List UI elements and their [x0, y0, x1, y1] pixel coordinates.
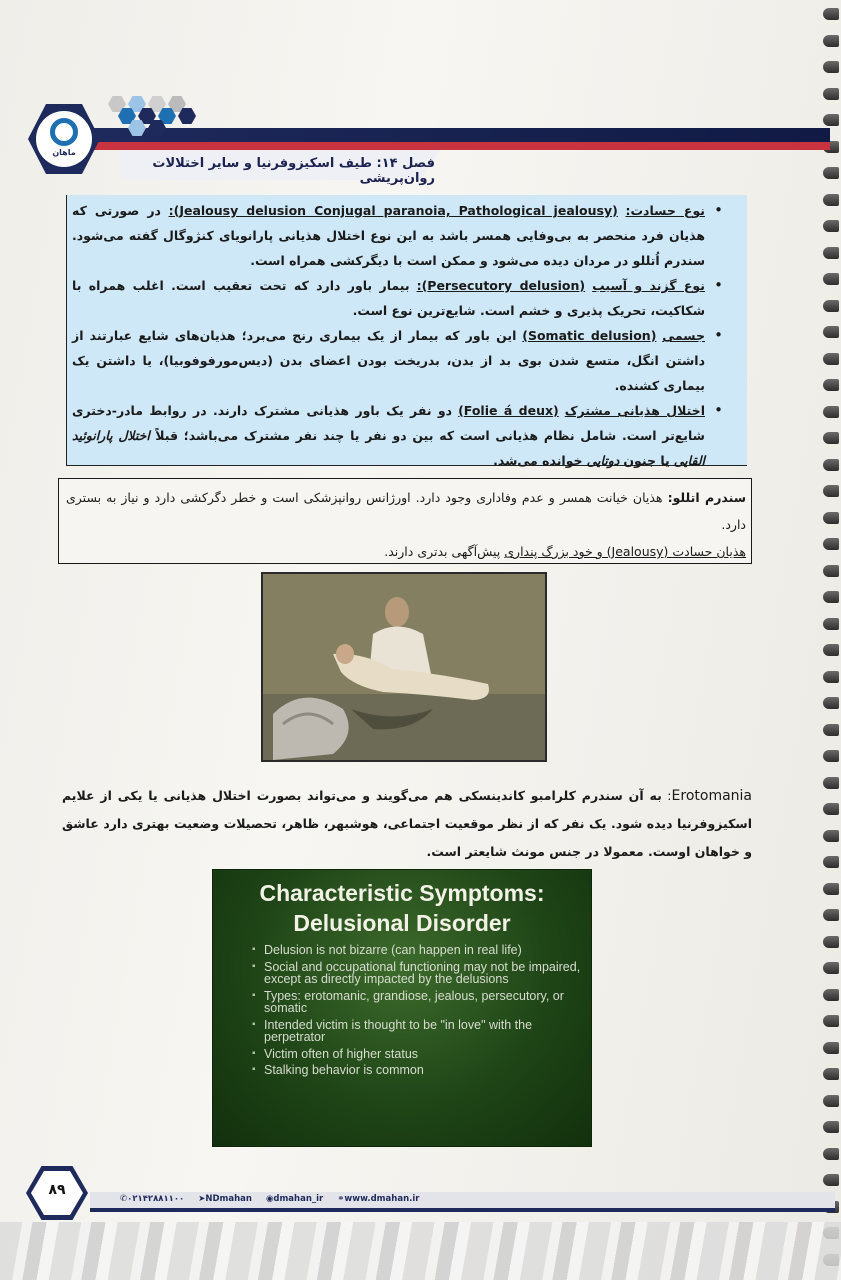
bullet-term: نوع حسادت:	[625, 203, 705, 218]
bullet-english: (Persecutory delusion):	[416, 278, 586, 293]
website-url: www.dmahan.ir	[344, 1194, 420, 1204]
slide-bullet: ▪ Types: erotomanic, grandiose, jealous, persecutory, or somatic	[252, 990, 582, 1015]
telegram-handle: NDmahan	[205, 1194, 252, 1204]
phone-number: ۰۲۱۴۲۸۸۱۱۰۰	[127, 1194, 185, 1204]
binding-ring	[823, 909, 839, 921]
binding-ring	[823, 326, 839, 338]
bullet-term: نوع گزند و آسیب	[592, 278, 705, 293]
slide-title	[212, 878, 592, 938]
binding-ring	[823, 273, 839, 285]
binding-ring	[823, 618, 839, 630]
binding-ring	[823, 247, 839, 259]
slide-bullet: ▪ Delusion is not bizarre (can happen in real life)	[252, 944, 582, 957]
phone-icon: ✆	[120, 1194, 128, 1204]
binding-ring	[823, 777, 839, 789]
logo-text: ماهان	[52, 148, 76, 157]
slide-bullet: ▪ Intended victim is thought to be "in love" with the perpetrator	[252, 1019, 582, 1044]
binding-ring	[823, 936, 839, 948]
binding-ring	[823, 671, 839, 683]
binding-ring	[823, 644, 839, 656]
othello-label: سندرم اتللو:	[667, 490, 747, 505]
list-item	[72, 398, 727, 473]
delusion-types-list	[72, 198, 727, 473]
instagram-icon: ◉	[265, 1194, 274, 1204]
telegram-icon: ➤	[198, 1194, 206, 1204]
bottom-decor-strip	[0, 1222, 841, 1280]
bullet-term: اختلال هذیانی مشترک	[564, 403, 705, 418]
bullet-text-italic: اختلال پارانوئید القایی	[72, 428, 705, 468]
bullet-text: یا جنون	[623, 453, 670, 468]
erotomania-text: به آن سندرم کلرامبو کاندینسکی هم می‌گویند و می‌تواند بصورت اختلال هذیانی یا یکی از علایم اسکیزوفرنیا دیده شود. یک نفر که از نظر موقعیت اجتماعی، هوشبهر، ظاهر، تحصیلات وضعیت بهتری دارد عاشق و خواهان اوست. معمولا در جنس مونث شایعتر است.	[62, 788, 752, 859]
binding-ring	[823, 61, 839, 73]
chapter-title: فصل ۱۴: طیف اسکیزوفرنیا و سایر اختلالات روان‌پریشی	[152, 156, 435, 186]
othello-description: هذیان خیانت همسر و عدم وفاداری وجود دارد. اورژانس روانپزشکی است و خطر دگرکشی دارد و نیاز به بستری دارد.	[66, 490, 746, 532]
instagram-contact	[266, 1194, 323, 1204]
binding-ring	[823, 803, 839, 815]
binding-ring	[823, 194, 839, 206]
painting-illustration	[263, 574, 545, 760]
binding-ring	[823, 353, 839, 365]
binding-ring	[823, 750, 839, 762]
binding-ring	[823, 167, 839, 179]
slide-bullet-list	[252, 944, 582, 1081]
instagram-handle: dmahan_ir	[273, 1194, 324, 1204]
bullet-text: خوانده می‌شد.	[493, 453, 583, 468]
binding-ring	[823, 459, 839, 471]
bullet-text: دو نفر یک باور هذیانی مشترک دارند. در روابط مادر-دختری شایع‌تر است. شامل نظام هذیانی است که بین دو نفر یا چند نفر مشترک می‌باشد؛ قبلاً	[72, 403, 705, 443]
binding-ring	[823, 538, 839, 550]
bullet-english: (Jealousy delusion Conjugal paranoia, Pathological jealousy):	[168, 203, 618, 218]
binding-ring	[823, 856, 839, 868]
bullet-text: در صورتی که هذیان فرد منحصر به بی‌وفایی همسر باشد به این نوع اختلال هذیانی پارانویای کنژوگال گفته می‌شود. سندرم اُتللو در مردان دیده می‌شود و ممکن است با دیگرکشی همراه است.	[72, 203, 705, 268]
binding-ring	[823, 432, 839, 444]
telegram-contact	[198, 1194, 252, 1204]
binding-ring	[823, 989, 839, 1001]
website-contact	[337, 1194, 419, 1204]
binding-ring	[823, 300, 839, 312]
list-item	[72, 323, 727, 398]
list-item	[72, 198, 727, 273]
binding-ring	[823, 591, 839, 603]
slide-bullet: ▪ Stalking behavior is common	[252, 1064, 582, 1077]
binding-ring	[823, 1174, 839, 1186]
painting-image	[261, 572, 547, 762]
slide-bullet: ▪ Social and occupational functioning may not be impaired, except as directly impacted by the delusions	[252, 961, 582, 986]
binding-ring	[823, 512, 839, 524]
binding-ring	[823, 88, 839, 100]
phone-contact	[120, 1194, 184, 1204]
binding-ring	[823, 565, 839, 577]
binding-ring	[823, 8, 839, 20]
binding-ring	[823, 220, 839, 232]
slide-title-line1: Characteristic Symptoms:	[259, 880, 545, 906]
slide-title-line2: Delusional Disorder	[293, 910, 511, 936]
binding-ring	[823, 1121, 839, 1133]
binding-ring	[823, 962, 839, 974]
bullet-english: (Somatic delusion)	[522, 328, 657, 343]
binding-ring	[823, 1042, 839, 1054]
binding-ring	[823, 1148, 839, 1160]
header-band	[90, 128, 830, 142]
othello-underlined: هذیان حسادت (Jealousy) و خود بزرگ پنداری	[504, 544, 746, 559]
othello-line2: پیش‌آگهی بدتری دارند.	[384, 544, 501, 559]
bullet-term: جسمی	[662, 328, 705, 343]
binding-ring	[823, 724, 839, 736]
globe-icon: ⚭	[337, 1194, 345, 1204]
othello-text	[66, 484, 746, 565]
bullet-english: (Folie á deux)	[458, 403, 559, 418]
bullet-text-italic: دوتایی	[586, 453, 620, 468]
list-item	[72, 273, 727, 323]
binding-ring	[823, 1015, 839, 1027]
page-number: ۸۹	[48, 1182, 66, 1198]
erotomania-paragraph: Erotomania: به آن سندرم کلرامبو کاندینسکی هم می‌گویند و می‌تواند بصورت اختلال هذیانی یا یکی از علایم اسکیزوفرنیا دیده شود. یک نفر که از نظر موقعیت اجتماعی، هوشبهر، ظاهر، تحصیلات وضعیت بهتری دارد عاشق و خواهان اوست. معمولا در جنس مونث شایعتر است.	[62, 788, 753, 859]
header-accent-stripe	[90, 142, 830, 150]
binding-ring	[823, 379, 839, 391]
binding-ring	[823, 485, 839, 497]
binding-ring	[823, 1095, 839, 1107]
bullet-text: این باور که بیمار از یک بیماری رنج می‌برد؛ هذیان‌های شایع عبارتند از داشتن انگل، متسع شدن بوی بد از بدن، بدریخت بودن اعضای بدن (دیس‌مورفوفوبیا)، یا داشتن یک بیماری کشنده.	[72, 328, 705, 393]
binding-ring	[823, 830, 839, 842]
binding-ring	[823, 1068, 839, 1080]
binding-ring	[823, 114, 839, 126]
binding-ring	[823, 697, 839, 709]
binding-ring	[823, 35, 839, 47]
spiral-binding	[821, 0, 841, 1280]
footer-contacts	[120, 1194, 440, 1204]
binding-ring	[823, 883, 839, 895]
bullet-text: بیمار باور دارد که تحت تعقیب است. اغلب همراه با شکاکیت، تحریک پذیری و خشم است. شایع‌ترین نوع است.	[72, 278, 705, 318]
erotomania-term: Erotomania	[671, 788, 753, 804]
binding-ring	[823, 406, 839, 418]
slide-bullet: ▪ Victim often of higher status	[252, 1048, 582, 1061]
logo-icon	[50, 118, 78, 146]
